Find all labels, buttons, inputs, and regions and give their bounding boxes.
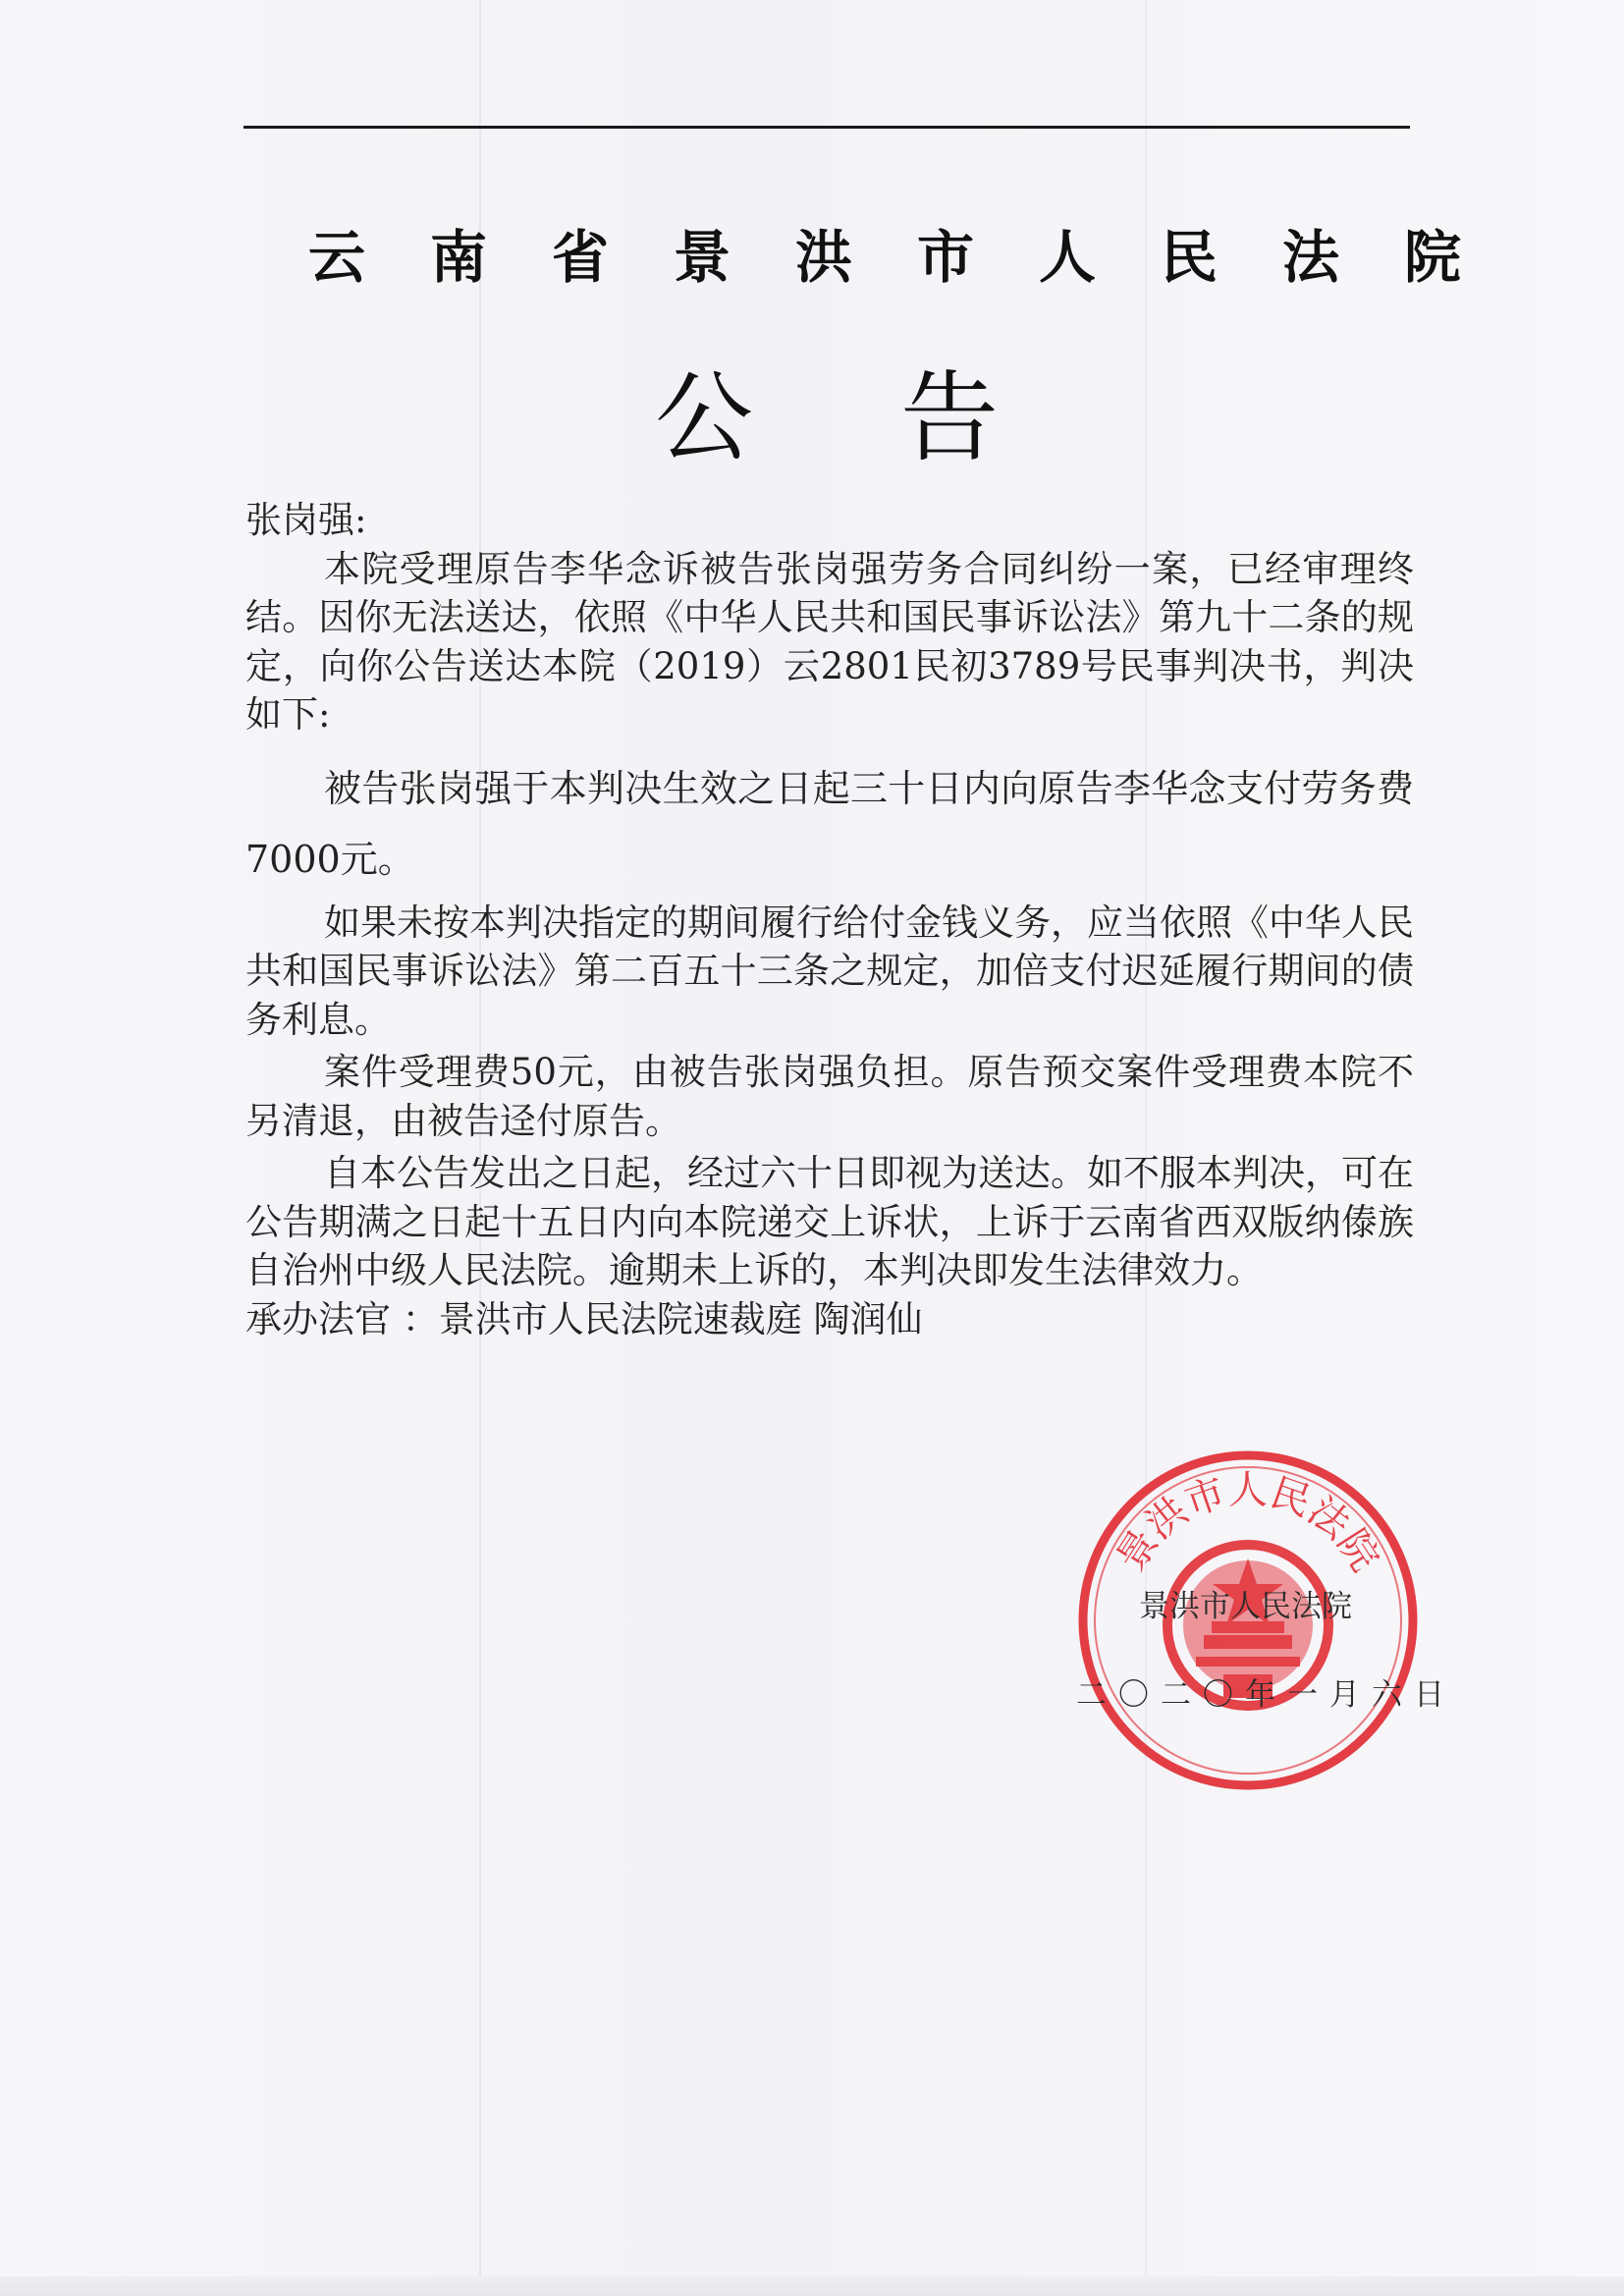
court-name-heading: 云南省景洪市人民法院 [308, 224, 1527, 291]
notice-body [245, 496, 1414, 1343]
paragraph-late-interest: 如果未按本判决指定的期间履行给付金钱义务，应当依照《中华人民共和国民事诉讼法》第二百五十三条之规定，加倍支付迟延履行期间的债务利息。 [245, 901, 1414, 1041]
paragraph-case-intro: 本院受理原告李华念诉被告张岗强劳务合同纠纷一案，已经审理终结。因你无法送达，依照《中华人民共和国民事诉讼法》第九十二条的规定，向你公告送达本院（2019）云2801民初3789号民事判决书，判决如下: [245, 547, 1414, 736]
paragraph-judgment: 被告张岗强于本判决生效之日起三十日内向原告李华念支付劳务费7000元。 [245, 766, 1414, 881]
paragraph-court-fee: 案件受理费50元，由被告张岗强负担。原告预交案件受理费本院不另清退，由被告迳付原告。 [245, 1051, 1414, 1142]
signature-date: 二〇二〇年一月六日 [1076, 1677, 1456, 1713]
seal-text: 景洪市人民法院 [1108, 1467, 1388, 1580]
addressee: 张岗强: [245, 499, 367, 541]
header-rule [244, 126, 1410, 129]
paragraph-appeal: 自本公告发出之日起，经过六十日即视为送达。如不服本判决，可在公告期满之日起十五日内向本院递交上诉状，上诉于云南省西双版纳傣族自治州中级人民法院。逾期未上诉的，本判决即发生法律效力。 [245, 1152, 1414, 1291]
scan-bottom-edge [0, 2276, 1624, 2296]
judge-line: 承办法官 ：景洪市人民法院速裁庭 陶润仙 [245, 1297, 923, 1340]
signature-court: 景洪市人民法院 [1139, 1589, 1352, 1624]
document-title: 公告 [655, 360, 1146, 475]
